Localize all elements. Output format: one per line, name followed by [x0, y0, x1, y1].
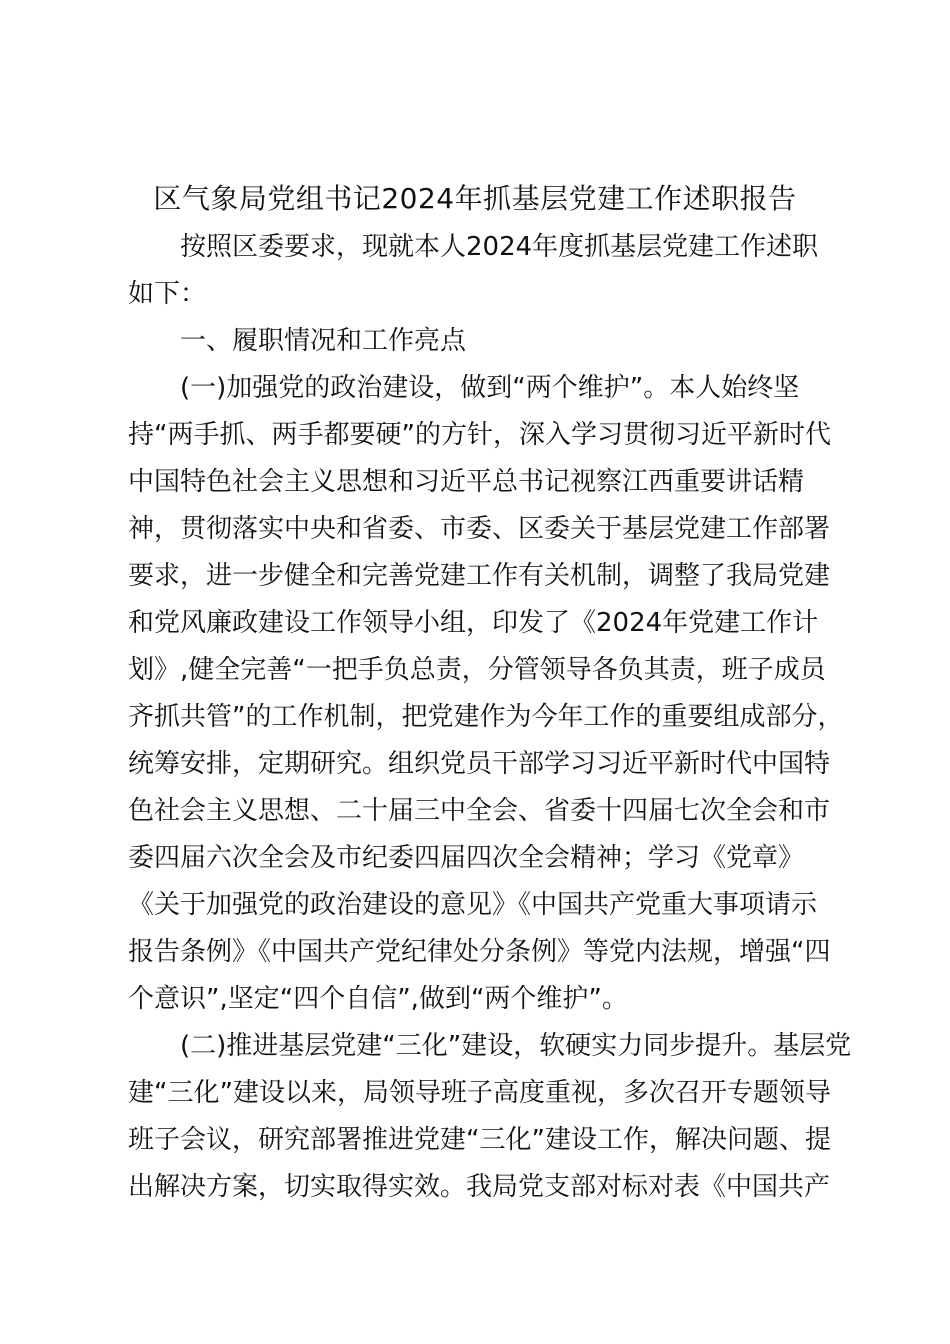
body-line: (一)加强党的政治建设，做到“两个维护”。本人始终坚 — [180, 373, 800, 403]
body-line: 持“两手抓、两手都要硬”的方针，深入学习贯彻习近平新时代 — [128, 420, 831, 450]
body-line: 一、履职情况和工作亮点 — [180, 326, 467, 356]
body-line: 和党风廉政建设工作领导小组，印发了《2024年党建工作计 — [128, 608, 819, 638]
body-line: 齐抓共管”的工作机制，把党建作为今年工作的重要组成部分， — [128, 702, 844, 732]
body-line: 报告条例》《中国共产党纪律处分条例》等党内法规，增强“四 — [128, 937, 831, 967]
body-line: 统筹安排，定期研究。组织党员干部学习习近平新时代中国特 — [128, 749, 831, 779]
body-line: 个意识”,坚定“四个自信”,做到“两个维护”。 — [128, 984, 628, 1014]
body-line: 按照区委要求，现就本人2024年度抓基层党建工作述职 — [180, 232, 819, 262]
body-line: 色社会主义思想、二十届三中全会、省委十四届七次全会和市 — [128, 796, 831, 826]
document-body — [128, 224, 852, 1211]
document-title: 区气象局党组书记2024年抓基层党建工作述职报告 — [153, 182, 797, 215]
body-line: 班子会议，研究部署推进党建“三化”建设工作，解决问题、提 — [128, 1125, 831, 1155]
body-line: 中国特色社会主义思想和习近平总书记视察江西重要讲话精 — [128, 467, 805, 497]
body-line: 委四届六次全会及市纪委四届四次全会精神；学习《党章》 — [128, 843, 805, 873]
body-line: 划》,健全完善“一把手负总责，分管领导各负其责，班子成员 — [128, 655, 826, 685]
body-line: 《关于加强党的政治建设的意见》《中国共产党重大事项请示 — [128, 890, 818, 920]
body-line: 神，贯彻落实中央和省委、市委、区委关于基层党建工作部署 — [128, 514, 831, 544]
body-line: 建“三化”建设以来，局领导班子高度重视，多次召开专题领导 — [128, 1078, 831, 1108]
body-line: 出解决方案，切实取得实效。我局党支部对标对表《中国共产 — [128, 1172, 831, 1202]
body-line: 如下： — [128, 279, 207, 309]
body-line: 要求，进一步健全和完善党建工作有关机制，调整了我局党建 — [128, 561, 831, 591]
body-line: (二)推进基层党建“三化”建设，软硬实力同步提升。基层党 — [180, 1031, 852, 1061]
